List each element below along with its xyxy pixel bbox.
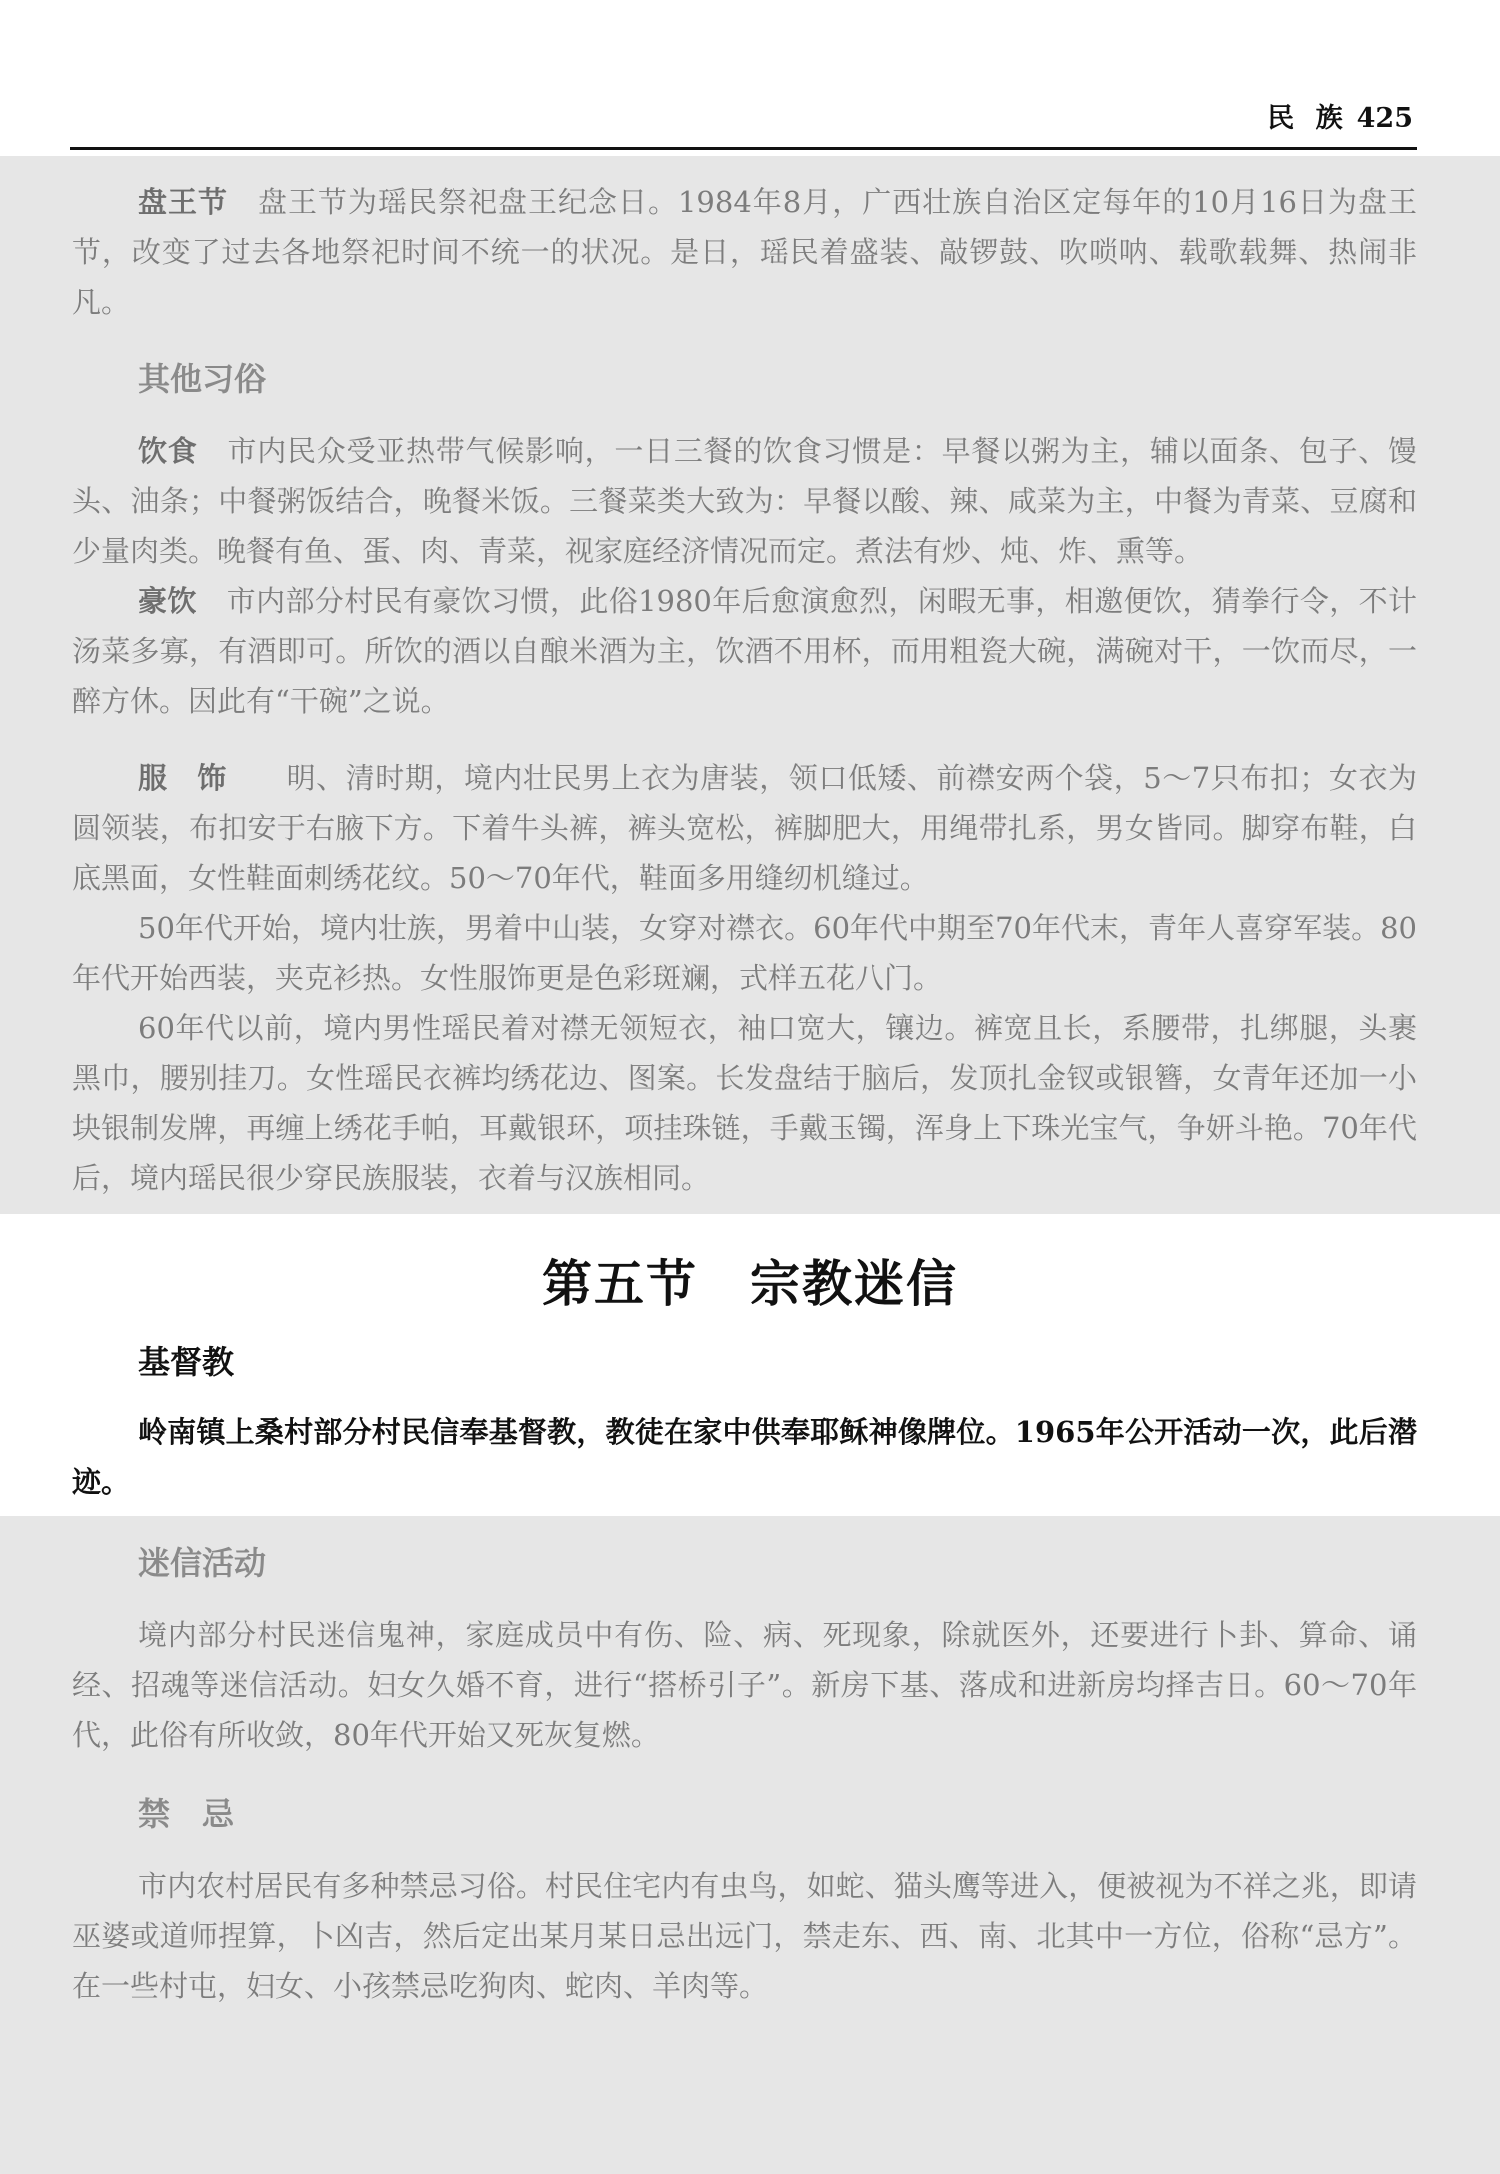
food-text: 市内民众受亚热带气候影响，一日三餐的饮食习惯是：早餐以粥为主，辅以面条、包子、馒头、油条；中餐粥饭结合，晚餐米饭。三餐菜类大致为：早餐以酸、辣、咸菜为主，中餐为青菜、豆腐和少量肉类。晚餐有鱼、蛋、肉、青菜，视家庭经济情况而定。煮法有炒、炖、炸、熏等。 bbox=[72, 434, 1417, 568]
header-section: 民 族 bbox=[1267, 103, 1349, 134]
food-block bbox=[72, 426, 1417, 726]
food-lead: 饮食 bbox=[138, 434, 198, 468]
festival-text: 盘王节为瑶民祭祀盘王纪念日。1984年8月，广西壮族自治区定每年的10月16日为盘王节，改变了过去各地祭祀时间不统一的状况。是日，瑶民着盛装、敲锣鼓、吹唢呐、载歌载舞、热闹非凡。 bbox=[72, 185, 1417, 319]
clothing-paragraph-3: 60年代以前，境内男性瑶民着对襟无领短衣，袖口宽大，镶边。裤宽且长，系腰带，扎绑腿，头裹黑巾，腰别挂刀。女性瑶民衣裤均绣花边、图案。长发盘结于脑后，发顶扎金钗或银簪，女青年还加一小块银制发牌，再缠上绣花手帕，耳戴银环，项挂珠链，手戴玉镯，浑身上下珠光宝气，争妍斗艳。70年代后，境内瑶民很少穿民族服装，衣着与汉族相同。 bbox=[72, 1011, 1417, 1195]
other-customs-heading: 其他习俗 bbox=[138, 360, 267, 398]
festival-paragraph bbox=[72, 177, 1417, 327]
clothing-block bbox=[72, 753, 1417, 1203]
clothing-paragraph-1 bbox=[72, 753, 1417, 903]
taboo-paragraph: 市内农村居民有多种禁忌习俗。村民住宅内有虫鸟，如蛇、猫头鹰等进入，便被视为不祥之兆，即请巫婆或道师捏算，卜凶吉，然后定出某月某日忌出远门，禁走东、西、南、北其中一方位，俗称“忌方”。在一些村屯，妇女、小孩禁忌吃狗肉、蛇肉、羊肉等。 bbox=[72, 1869, 1417, 2003]
christianity-heading: 基督教 bbox=[138, 1343, 235, 1381]
christianity-paragraph: 岭南镇上桑村部分村民信奉基督教，教徒在家中供奉耶稣神像牌位。1965年公开活动一次，此后潜迹。 bbox=[72, 1415, 1417, 1499]
clothing-paragraph-2: 50年代开始，境内壮族，男着中山装，女穿对襟衣。60年代中期至70年代末，青年人喜穿军装。80年代开始西装，夹克衫热。女性服饰更是色彩斑斓，式样五花八门。 bbox=[72, 911, 1417, 995]
page-header bbox=[70, 0, 1417, 150]
superstition-block bbox=[72, 1610, 1417, 1760]
festival-block bbox=[72, 177, 1417, 327]
section-title: 第五节 宗教迷信 bbox=[542, 1254, 958, 1313]
taboo-heading: 禁 忌 bbox=[138, 1795, 235, 1833]
food-paragraph bbox=[72, 426, 1417, 576]
running-head bbox=[1267, 96, 1413, 135]
taboo-block bbox=[72, 1861, 1417, 2011]
clothing-lead: 服 饰 bbox=[138, 761, 227, 795]
superstition-heading: 迷信活动 bbox=[138, 1544, 267, 1582]
superstition-paragraph: 境内部分村民迷信鬼神，家庭成员中有伤、险、病、死现象，除就医外，还要进行卜卦、算命、诵经、招魂等迷信活动。妇女久婚不育，进行“搭桥引子”。新房下基、落成和进新房均择吉日。60～70年代，此俗有所收敛，80年代开始又死灰复燃。 bbox=[72, 1618, 1417, 1752]
christianity-block bbox=[72, 1407, 1417, 1507]
clothing-text: 明、清时期，境内壮民男上衣为唐装，领口低矮、前襟安两个袋，5～7只布扣；女衣为圆领装，布扣安于右腋下方。下着牛头裤，裤头宽松，裤脚肥大，用绳带扎系，男女皆同。脚穿布鞋，白底黑面，女性鞋面刺绣花纹。50～70年代，鞋面多用缝纫机缝过。 bbox=[72, 761, 1417, 895]
festival-lead: 盘王节 bbox=[138, 185, 228, 219]
page-number: 425 bbox=[1356, 103, 1413, 134]
drinking-paragraph bbox=[72, 576, 1417, 726]
drinking-text: 市内部分村民有豪饮习惯，此俗1980年后愈演愈烈，闲暇无事，相邀便饮，猜拳行令，不计汤菜多寡，有酒即可。所饮的酒以自酿米酒为主，饮酒不用杯，而用粗瓷大碗，满碗对干，一饮而尽，一醉方休。因此有“干碗”之说。 bbox=[72, 584, 1417, 718]
drinking-lead: 豪饮 bbox=[138, 584, 197, 618]
